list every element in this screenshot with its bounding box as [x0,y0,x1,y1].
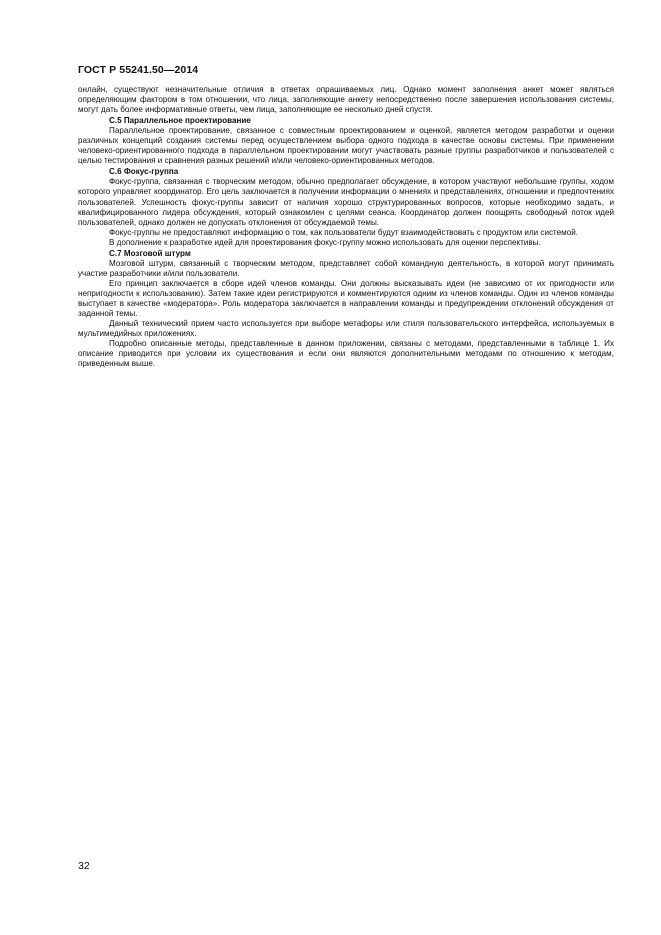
section-c6-paragraph: В дополнение к разработке идей для проектирования фокус-группу можно использовать для оценки перспективы. [109,237,541,247]
section-c7-paragraph: Мозговой штурм, связанный с творческим методом, представляет собой командную деятельность, в которой могут принимать участие разработчики и/или пользователи. [78,258,614,278]
section-heading-c5: С.5 Параллельное проектирование [109,116,251,126]
section-c7-paragraph: Его принцип заключается в сборе идей членов команды. Они должны высказывать идеи (не зависимо от их пригодности или непригодности к использованию). Затем такие идеи регистрируются и комментируются одним из членов команды. Один из членов команды выступает в качестве «модератора». Роль модератора заключается в направлении команды и предупреждении отклонений обсуждения от заданной темы. [78,278,614,319]
section-c5-paragraph: Параллельное проектирование, связанное с совместным проектированием и оценкой, является методом разработки и оценки различных концепций создания системы перед осуществлением выбора одного подхода в качестве основы системы. При применении человеко-ориентированного подхода в параллельном проектировании могут участвовать разные группы разработчиков и пользователей с целью тестирования и сравнения разных решений и/или человеко-ориентированных методов. [78,126,614,166]
section-c7-paragraph: Подробно описанные методы, представленные в данном приложении, связаны с методами, представленными в таблице 1. Их описание приводится при условии их существования и если они являются дополнительными методами по отношению к методам, приведенным выше. [78,339,614,369]
section-c7-paragraph: Данный технический прием часто используется при выборе метафоры или стиля пользовательского интерфейса, используемых в мультимедийных приложениях. [78,319,614,339]
section-c6-paragraph: Фокус-группа, связанная с творческим методом, обычно предполагает обсуждение, в котором участвуют небольшие группы, ходом которого управляет координатор. Его цель заключается в получении информации о мнениях и представлениях, отношении и предпочтениях пользователей. Успешность фокус-группы зависит от наличия хорошо структурированных вопросов, которые необходимо задать, и квалифицированного лидера обсуждения, который ознакомлен с целями сеанса. Координатор должен поощрять свободный поток идей пользователей, однако должен не допускать отклонения от обсуждаемой темы. [78,177,614,227]
section-c6-paragraph: Фокус-группы не предоставляют информацию о том, как пользователи будут взаимодействовать с продуктом или системой. [109,227,579,237]
section-heading-c7: С.7 Мозговой штурм [109,248,191,258]
intro-paragraph: онлайн, существуют незначительные отличия в ответах опрашиваемых лиц. Однако момент заполнения анкет может являться определяющим фактором в том отношении, что лица, заполняющие анкету непосредственно после завершения использования системы, могут дать более информативные ответы, чем лица, заполняющие ее несколько дней спустя. [78,85,614,115]
document-header: ГОСТ Р 55241.50—2014 [78,64,199,76]
section-heading-c6: С.6 Фокус-группа [109,167,179,177]
page-number: 32 [78,860,90,872]
document-body [78,85,614,369]
